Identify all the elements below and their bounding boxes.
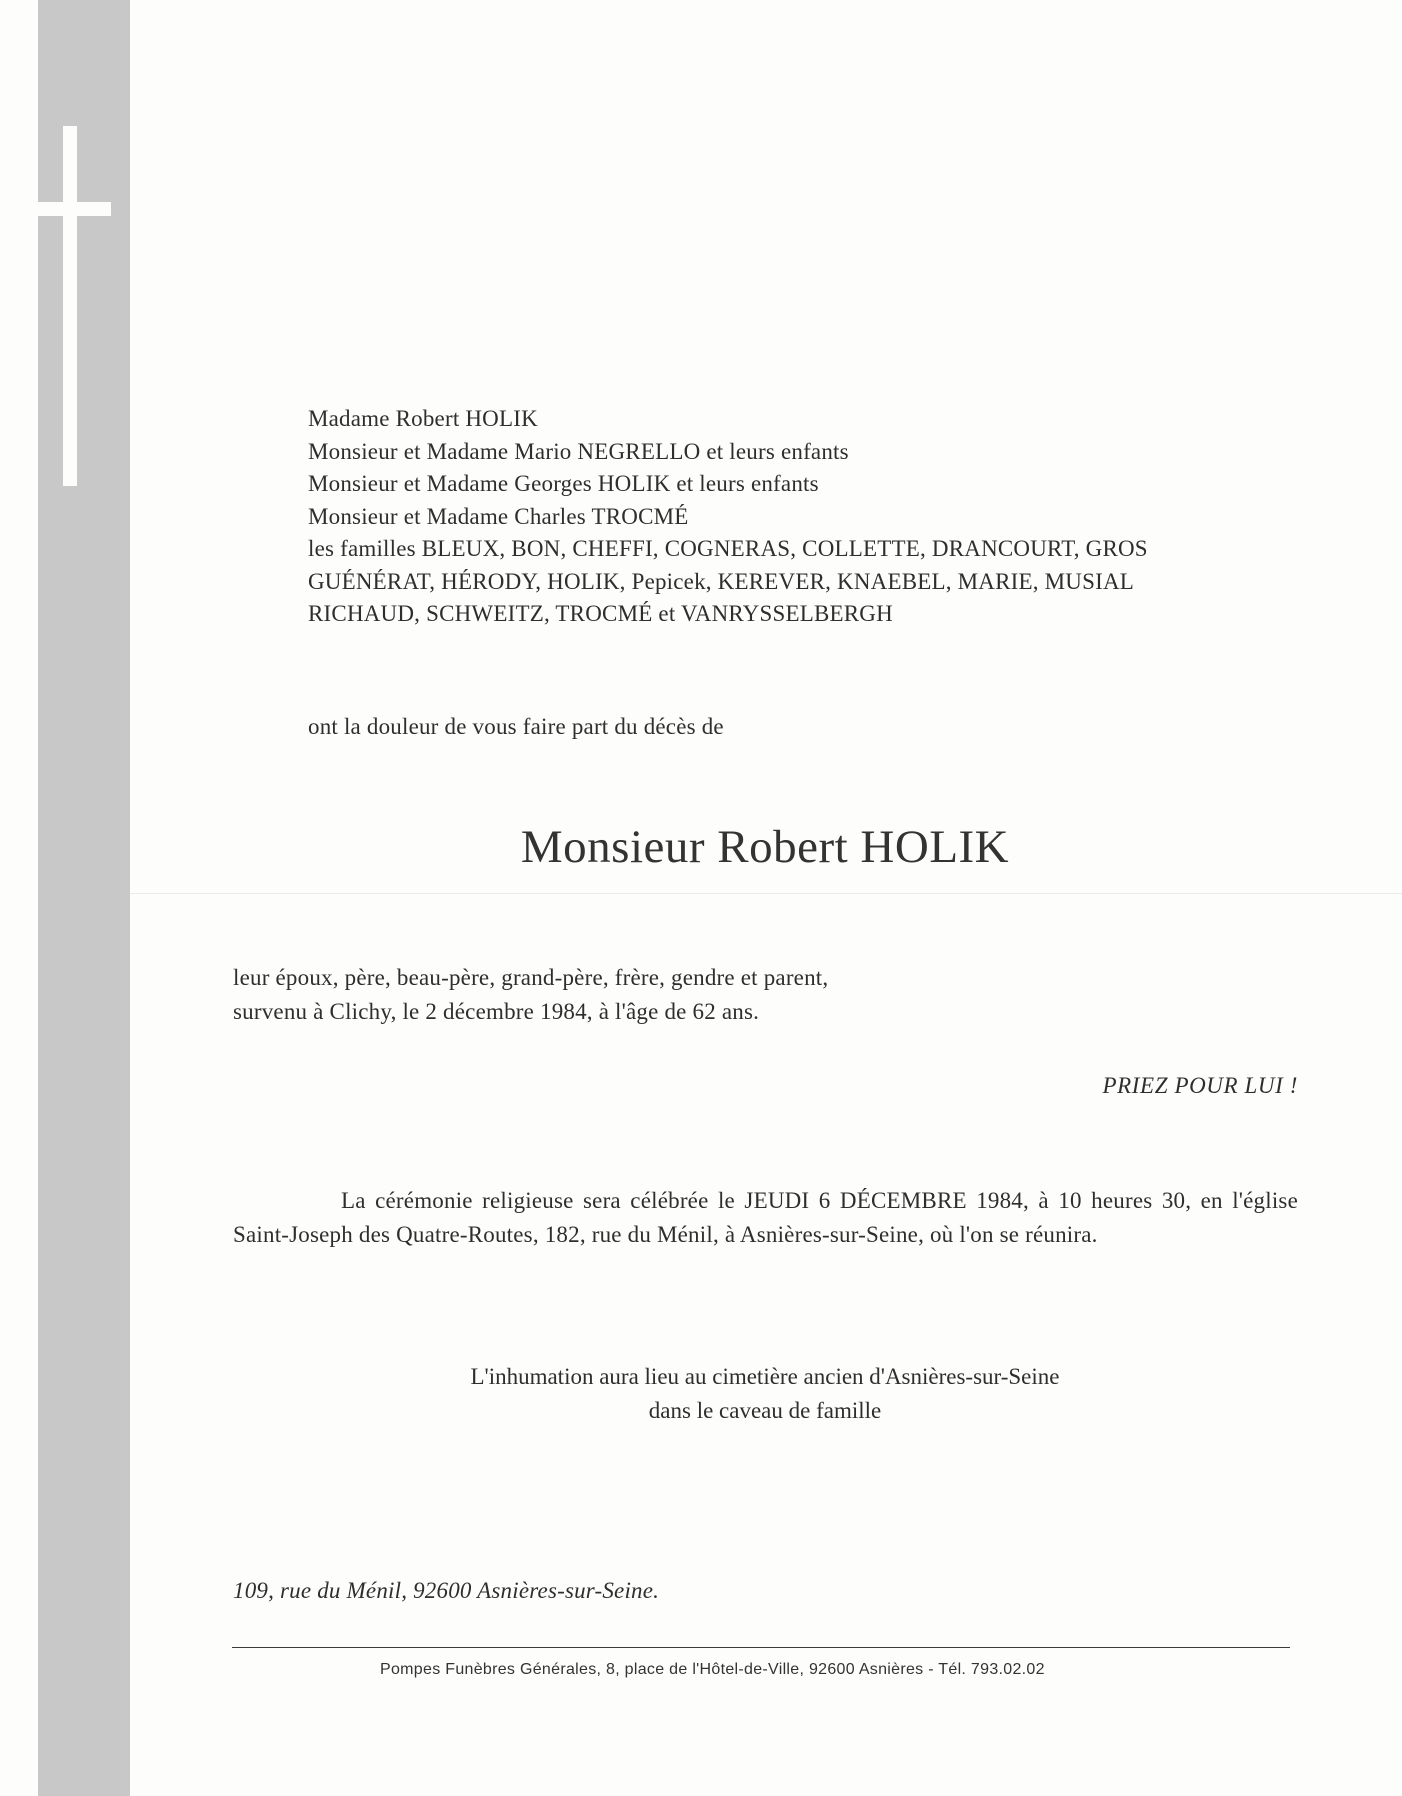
relation-line: survenu à Clichy, le 2 décembre 1984, à l'âge de 62 ans. <box>233 999 760 1024</box>
family-line: Monsieur et Madame Charles TROCMÉ <box>308 503 689 529</box>
burial-line: dans le caveau de famille <box>648 1398 882 1423</box>
ceremony-paragraph <box>233 1184 1298 1252</box>
family-line: GUÉNÉRAT, HÉRODY, HOLIK, Pepicek, KEREVER, KNAEBEL, MARIE, MUSIAL <box>308 568 1135 594</box>
deceased-name: Monsieur Robert HOLIK <box>520 821 1010 873</box>
relation-text <box>233 961 828 1029</box>
relation-line: leur époux, père, beau-père, grand-père, frère, gendre et parent, <box>233 965 829 990</box>
family-address: 109, rue du Ménil, 92600 Asnières-sur-Seine. <box>233 1578 660 1603</box>
mourning-band <box>38 0 130 1796</box>
family-line: Madame Robert HOLIK <box>308 406 538 431</box>
cross-icon <box>63 126 77 486</box>
funeral-home-footer: Pompes Funèbres Générales, 8, place de l'Hôtel-de-Ville, 92600 Asnières - Tél. 793.02.02 <box>380 1661 1045 1678</box>
burial-line: L'inhumation aura lieu au cimetière ancien d'Asnières-sur-Seine <box>470 1364 1060 1389</box>
paper-fold-line <box>130 893 1402 894</box>
family-line: Monsieur et Madame Georges HOLIK et leurs enfants <box>308 471 819 496</box>
family-line: Monsieur et Madame Mario NEGRELLO et leurs enfants <box>308 438 849 464</box>
family-list <box>308 403 1148 631</box>
announcement-intro <box>308 711 724 743</box>
footer-divider <box>232 1647 1290 1648</box>
intro-text: ont la douleur de vous faire part du décès de <box>308 714 724 739</box>
burial-text <box>0 1360 1402 1428</box>
cross-icon-arm <box>29 202 111 216</box>
ceremony-text: La cérémonie religieuse sera célébrée le JEUDI 6 DÉCEMBRE 1984, à 10 heures 30, en l'église Saint-Joseph des Quatre-Routes, 182, rue du Ménil, à Asnières-sur-Seine, où l'on se réunira. <box>233 1188 1298 1247</box>
family-line: les familles BLEUX, BON, CHEFFI, COGNERAS, COLLETTE, DRANCOURT, GROS <box>308 536 1148 561</box>
prayer-text: PRIEZ POUR LUI ! <box>1102 1073 1298 1098</box>
family-line: RICHAUD, SCHWEITZ, TROCMÉ et VANRYSSELBERGH <box>308 601 893 626</box>
